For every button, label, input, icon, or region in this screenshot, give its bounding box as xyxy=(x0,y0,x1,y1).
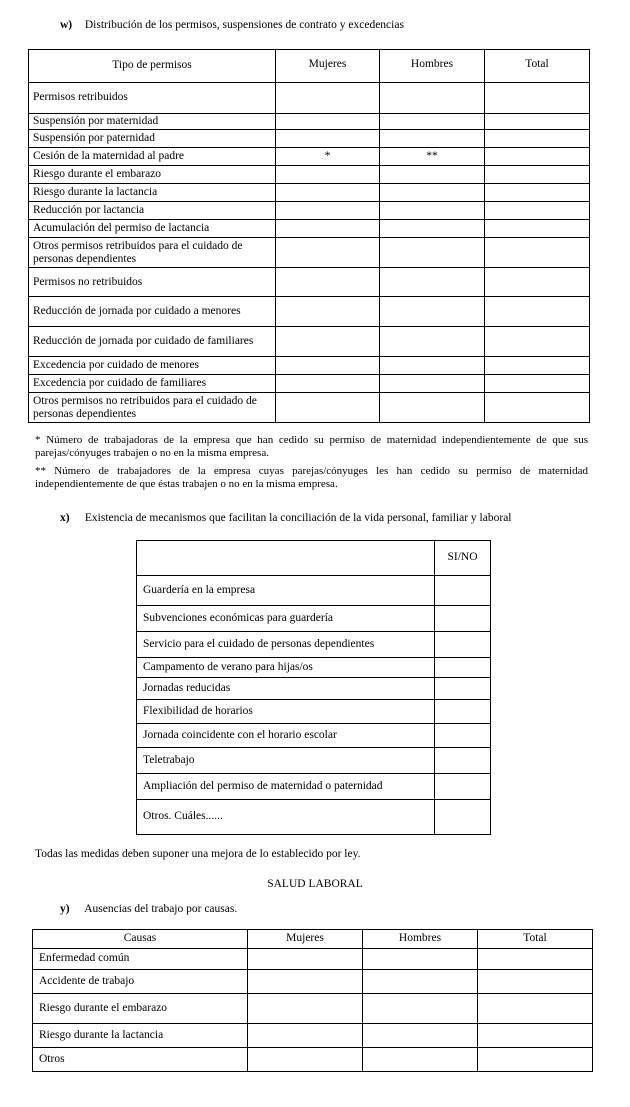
cause-label: Riesgo durante la lactancia xyxy=(33,1024,248,1048)
mujeres-cell xyxy=(276,393,380,423)
total-cell xyxy=(485,130,590,148)
row-label: Riesgo durante la lactancia xyxy=(29,184,276,202)
table-row xyxy=(33,1048,593,1072)
section-x-label: x) xyxy=(60,512,70,524)
mujeres-cell xyxy=(276,357,380,375)
si-no-cell xyxy=(435,632,491,658)
note-double-asterisk: ** Número de trabajadores de la empresa cuyas parejas/cónyuges les han cedido su permiso de maternidad independientemente de que éstas trabajen o no en la misma empresa. xyxy=(35,465,588,491)
mechanisms-table xyxy=(136,540,491,835)
empty-cell xyxy=(478,970,593,994)
header-total: Total xyxy=(478,930,593,949)
mujeres-cell xyxy=(276,238,380,268)
hombres-cell: ** xyxy=(380,148,485,166)
total-cell xyxy=(485,357,590,375)
header-causas: Causas xyxy=(33,930,248,949)
note-asterisk: * Número de trabajadoras de la empresa que han cedido su permiso de maternidad independientemente de que sus parejas/cónyuges trabajen o no en la misma empresa. xyxy=(35,434,588,460)
mujeres-cell xyxy=(276,130,380,148)
mujeres-cell xyxy=(276,297,380,327)
section-w-title xyxy=(60,19,404,32)
si-no-cell xyxy=(435,748,491,774)
section-y-title xyxy=(60,903,237,916)
table-row xyxy=(137,774,491,800)
absences-header-row xyxy=(33,930,593,949)
total-cell xyxy=(485,220,590,238)
section-w-label: w) xyxy=(60,19,73,31)
empty-cell xyxy=(380,83,485,114)
section-y-label: y) xyxy=(60,903,70,915)
mechanism-label: Otros. Cuáles...... xyxy=(137,800,435,835)
cause-label: Accidente de trabajo xyxy=(33,970,248,994)
table-row xyxy=(29,238,590,268)
empty-cell xyxy=(478,994,593,1024)
table-row xyxy=(33,949,593,970)
mechanism-label: Servicio para el cuidado de personas dependientes xyxy=(137,632,435,658)
permits-table xyxy=(28,49,590,423)
hombres-cell xyxy=(380,202,485,220)
table-row xyxy=(33,970,593,994)
total-cell xyxy=(485,148,590,166)
header-hombres: Hombres xyxy=(380,50,485,83)
empty-cell xyxy=(276,268,380,297)
row-label: Excedencia por cuidado de menores xyxy=(29,357,276,375)
hombres-cell xyxy=(380,375,485,393)
empty-cell xyxy=(276,83,380,114)
empty-cell xyxy=(363,949,478,970)
mujeres-cell xyxy=(276,327,380,357)
section-y-heading: Ausencias del trabajo por causas. xyxy=(84,903,238,915)
hombres-cell xyxy=(380,114,485,130)
si-no-cell xyxy=(435,774,491,800)
header-hombres: Hombres xyxy=(363,930,478,949)
mujeres-cell xyxy=(276,166,380,184)
table-row xyxy=(137,748,491,774)
table-row xyxy=(137,724,491,748)
empty-cell xyxy=(248,994,363,1024)
table-row xyxy=(29,184,590,202)
mujeres-cell xyxy=(276,202,380,220)
table-row xyxy=(29,166,590,184)
mechanism-label: Jornadas reducidas xyxy=(137,678,435,700)
table-row xyxy=(29,393,590,423)
mechanism-label: Campamento de verano para hijas/os xyxy=(137,658,435,678)
empty-cell xyxy=(478,1024,593,1048)
header-tipo: Tipo de permisos xyxy=(29,50,276,83)
table-row xyxy=(137,606,491,632)
group-row-retribuidos xyxy=(29,83,590,114)
empty-cell xyxy=(380,268,485,297)
hombres-cell xyxy=(380,393,485,423)
total-cell xyxy=(485,375,590,393)
mechanism-label: Guardería en la empresa xyxy=(137,576,435,606)
section-x-title xyxy=(60,512,512,525)
total-cell xyxy=(485,202,590,220)
cause-label: Riesgo durante el embarazo xyxy=(33,994,248,1024)
absences-body xyxy=(33,949,593,1072)
table-row xyxy=(137,800,491,835)
table-row xyxy=(29,297,590,327)
empty-cell xyxy=(363,1048,478,1072)
total-cell xyxy=(485,114,590,130)
row-label: Excedencia por cuidado de familiares xyxy=(29,375,276,393)
salud-laboral-title: SALUD LABORAL xyxy=(267,878,363,890)
table-row xyxy=(29,114,590,130)
total-cell xyxy=(485,238,590,268)
total-cell xyxy=(485,184,590,202)
table-row xyxy=(29,220,590,238)
row-label: Otros permisos retribuidos para el cuidado de personas dependientes xyxy=(29,238,276,268)
si-no-cell xyxy=(435,800,491,835)
row-label: Suspensión por paternidad xyxy=(29,130,276,148)
row-label: Acumulación del permiso de lactancia xyxy=(29,220,276,238)
row-label: Reducción de jornada por cuidado a menores xyxy=(29,297,276,327)
absences-table xyxy=(32,929,593,1072)
table-row xyxy=(137,678,491,700)
row-label: Reducción por lactancia xyxy=(29,202,276,220)
empty-cell xyxy=(363,970,478,994)
header-empty xyxy=(137,541,435,576)
si-no-cell xyxy=(435,606,491,632)
si-no-cell xyxy=(435,700,491,724)
permits-body xyxy=(29,83,590,423)
table-row xyxy=(33,1024,593,1048)
hombres-cell xyxy=(380,166,485,184)
group-label: Permisos retribuidos xyxy=(29,83,276,114)
cause-label: Otros xyxy=(33,1048,248,1072)
row-label: Riesgo durante el embarazo xyxy=(29,166,276,184)
empty-cell xyxy=(478,949,593,970)
table-row xyxy=(33,994,593,1024)
mechanism-label: Jornada coincidente con el horario escolar xyxy=(137,724,435,748)
mujeres-cell xyxy=(276,375,380,393)
row-label: Cesión de la maternidad al padre xyxy=(29,148,276,166)
permits-header-row xyxy=(29,50,590,83)
empty-cell xyxy=(248,949,363,970)
mujeres-cell xyxy=(276,184,380,202)
si-no-cell xyxy=(435,576,491,606)
section-w-heading: Distribución de los permisos, suspensiones de contrato y excedencias xyxy=(84,19,404,31)
mujeres-cell xyxy=(276,114,380,130)
header-mujeres: Mujeres xyxy=(276,50,380,83)
table-row xyxy=(137,576,491,606)
table-row xyxy=(29,357,590,375)
empty-cell xyxy=(248,1024,363,1048)
hombres-cell xyxy=(380,327,485,357)
total-cell xyxy=(485,297,590,327)
empty-cell xyxy=(363,1024,478,1048)
table-row xyxy=(137,658,491,678)
total-cell xyxy=(485,393,590,423)
hombres-cell xyxy=(380,297,485,327)
hombres-cell xyxy=(380,220,485,238)
section-x-heading: Existencia de mecanismos que facilitan la conciliación de la vida personal, familiar y laboral xyxy=(84,512,512,524)
hombres-cell xyxy=(380,184,485,202)
mechanism-label: Ampliación del permiso de maternidad o paternidad xyxy=(137,774,435,800)
cause-label: Enfermedad común xyxy=(33,949,248,970)
empty-cell xyxy=(248,970,363,994)
empty-cell xyxy=(478,1048,593,1072)
total-cell xyxy=(485,166,590,184)
table-row xyxy=(29,375,590,393)
empty-cell xyxy=(485,268,590,297)
table-row xyxy=(29,202,590,220)
measures-footer: Todas las medidas deben suponer una mejora de lo establecido por ley. xyxy=(35,848,361,860)
header-total: Total xyxy=(485,50,590,83)
mechanism-label: Flexibilidad de horarios xyxy=(137,700,435,724)
table-row xyxy=(29,130,590,148)
empty-cell xyxy=(248,1048,363,1072)
table-row xyxy=(29,327,590,357)
group-row-no-retribuidos xyxy=(29,268,590,297)
si-no-cell xyxy=(435,658,491,678)
row-label: Suspensión por maternidad xyxy=(29,114,276,130)
hombres-cell xyxy=(380,130,485,148)
table-row xyxy=(137,632,491,658)
si-no-cell xyxy=(435,678,491,700)
table-row xyxy=(137,700,491,724)
mechanisms-body xyxy=(137,576,491,835)
group-label: Permisos no retribuidos xyxy=(29,268,276,297)
row-label: Otros permisos no retribuidos para el cuidado de personas dependientes xyxy=(29,393,276,423)
hombres-cell xyxy=(380,357,485,375)
hombres-cell xyxy=(380,238,485,268)
total-cell xyxy=(485,327,590,357)
header-si-no: SI/NO xyxy=(435,541,491,576)
empty-cell xyxy=(363,994,478,1024)
mujeres-cell: * xyxy=(276,148,380,166)
mujeres-cell xyxy=(276,220,380,238)
si-no-cell xyxy=(435,724,491,748)
table-row xyxy=(29,148,590,166)
mechanisms-header-row xyxy=(137,541,491,576)
mechanism-label: Teletrabajo xyxy=(137,748,435,774)
mechanism-label: Subvenciones económicas para guardería xyxy=(137,606,435,632)
header-mujeres: Mujeres xyxy=(248,930,363,949)
empty-cell xyxy=(485,83,590,114)
row-label: Reducción de jornada por cuidado de familiares xyxy=(29,327,276,357)
